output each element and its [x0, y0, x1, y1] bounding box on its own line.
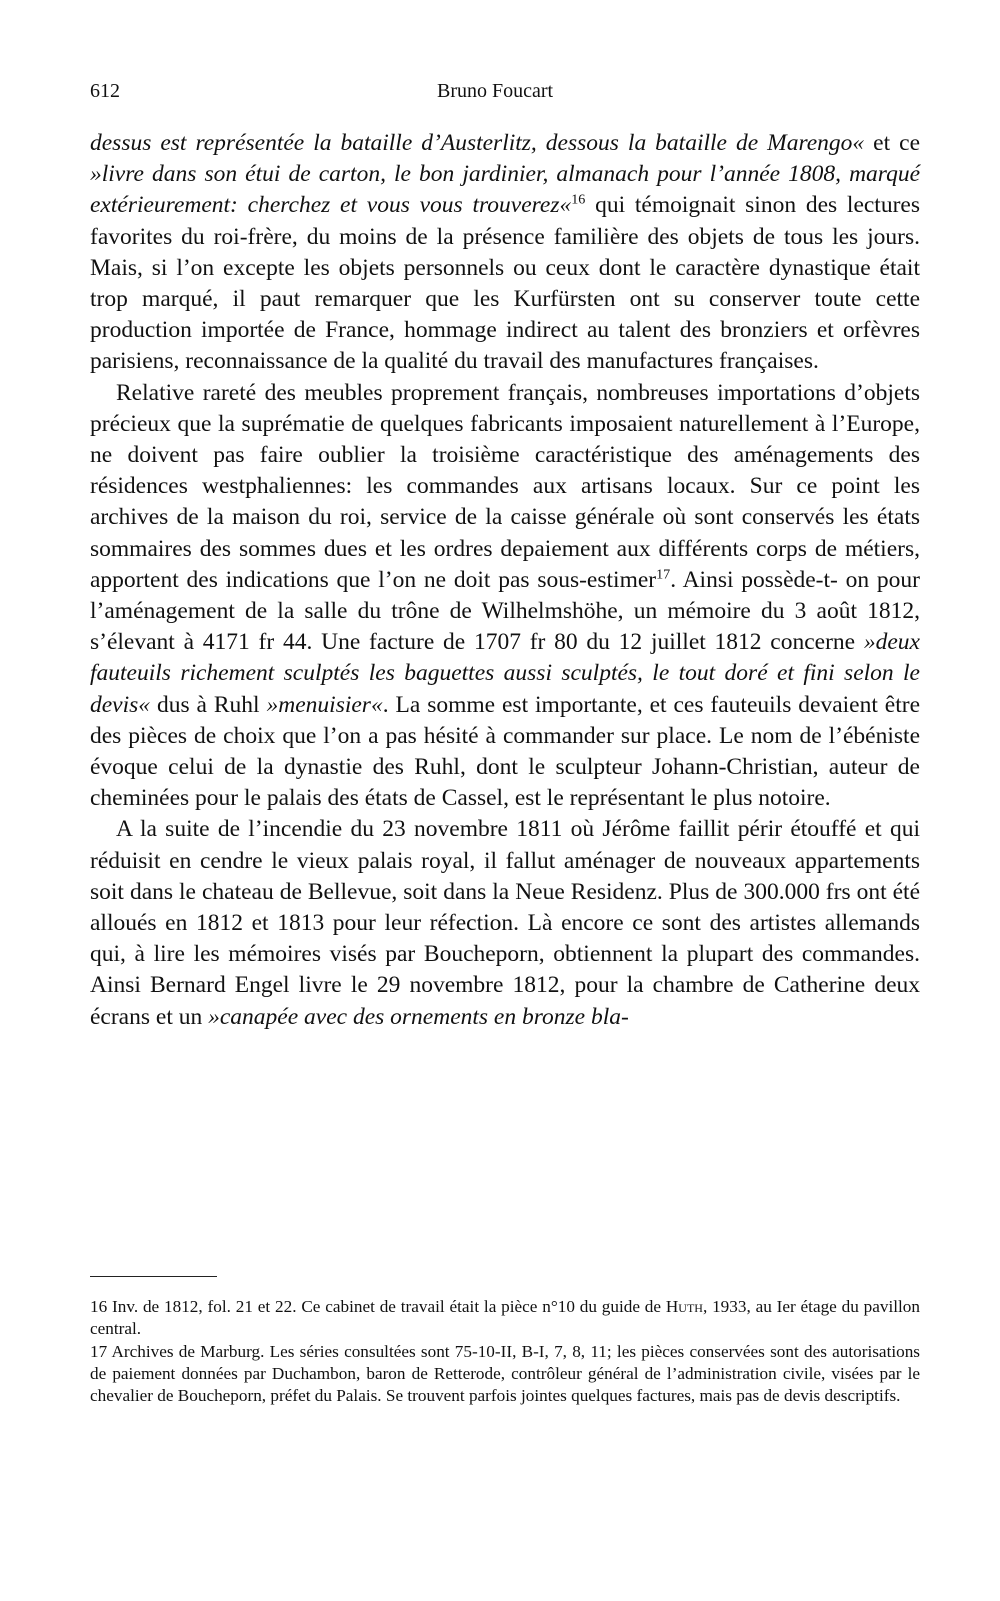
footnote-ref-17[interactable]: 17 — [656, 566, 671, 583]
footnote-17 — [90, 1341, 920, 1407]
text-run: dus à Ruhl — [150, 691, 267, 718]
footnote-16 — [90, 1296, 920, 1340]
footnote-separator — [90, 1276, 217, 1277]
text-run: et ce — [864, 130, 920, 156]
footnote-text: Inv. de 1812, fol. 21 et 22. Ce cabinet de travail était la pièce n°10 du guide de — [107, 1297, 666, 1316]
text-run: . Ainsi possède-t- on pour l’aménagement de la salle du trône de Wilhelmshöhe, un mémoire du 3 août 1812, s’élevant à 4171 fr 44. Une facture de 1707 fr 80 du 12 juillet 1812 concerne — [90, 566, 920, 656]
paragraph-2 — [90, 378, 920, 815]
author-name-smallcaps: Huth — [665, 1297, 703, 1316]
text-run: . La somme est importante, et ces fauteuils devaient être des pièces de choix que l’on a pas hésité à commander sur place. Le nom de l’ébéniste évoque celui de la dynastie des Ruhl, dont le sculpteur Johann-Christian, auteur de cheminées pour le palais des états de Cassel, est le représentant le plus notoire. — [90, 691, 921, 812]
footnote-text: Archives de Marburg. Les séries consultées sont 75-10-II, B-I, 7, 8, 11; les pièces conservées sont des autorisations de paiement données par Duchambon, baron de Retterode, contrôleur général de l’administration civile, visées par le chevalier de Boucheporn, préfet du Palais. Se trouvent parfois jointes quelques factures, mais pas de devis descriptifs. — [90, 1342, 920, 1405]
text-run: A la suite de l’incendie du 23 novembre 1811 où Jérôme faillit périr étouffé et qui réduisit en cendre le vieux palais royal, il fallut aménager de nouveaux appartements soit dans le chateau de Bellevue, soit dans la Neue Residenz. Plus de 300.000 frs ont été alloués en 1812 et 1813 pour leur réfection. Là encore ce sont des artistes allemands qui, à lire les mémoires visés par Boucheporn, obtiennent la plupart des commandes. Ainsi Bernard Engel livre le 29 novembre 1812, pour la chambre de Catherine deux écrans et un — [90, 816, 920, 1030]
footnote-ref-16[interactable]: 16 — [571, 191, 586, 208]
quote-italic: »menuisier« — [266, 691, 383, 718]
quote-italic: dessus est représentée la bataille d’Austerlitz, dessous la bataille de Marengo« — [90, 130, 865, 156]
running-head-author: Bruno Foucart — [437, 80, 554, 102]
footnote-mark: 16 — [90, 1297, 108, 1316]
paragraph-1 — [90, 128, 920, 378]
main-text — [90, 128, 920, 1033]
paragraph-3 — [90, 814, 920, 1032]
footnote-mark: 17 — [90, 1342, 108, 1361]
page-number: 612 — [90, 80, 120, 102]
quote-italic: »deux fauteuils richement sculptés les baguettes aussi sculptés, le tout doré et fini selon le devis« — [90, 629, 920, 718]
quote-italic: »canapée avec des ornements en bronze bla- — [208, 1003, 629, 1030]
quote-italic: »livre dans son étui de carton, le bon jardinier, almanach pour l’année 1808, marqué extérieurement: cherchez et vous vous trouverez« — [90, 161, 920, 219]
footnotes — [90, 1296, 920, 1408]
text-run: qui témoignait sinon des lectures favorites du roi-frère, du moins de la présence familière des objets de tous les jours. Mais, si l’on excepte les objets personnels ou ceux dont le caractère dynastique était trop marqué, il paut remarquer que les Kurfürsten ont su conserver toute cette production importée de France, hommage indirect au talent des bronziers et orfèvres parisiens, reconnaissance de la qualité du travail des manufactures françaises. — [90, 192, 920, 375]
text-run: Relative rareté des meubles proprement français, nombreuses importations d’objets précieux que la suprématie de quelques fabricants imposaient naturellement à l’Europe, ne doivent pas faire oublier la troisième caractéristique des aménagements des résidences westphaliennes: les commandes aux artisans locaux. Sur ce point les archives de la maison du roi, service de la caisse générale où sont conservés les états sommaires des sommes dues et les ordres depaiement aux différents corps de métiers, apportent des indications que l’on ne doit pas sous-estimer — [90, 379, 920, 593]
footnote-text: , 1933, au Ier étage du pavillon central. — [90, 1297, 920, 1338]
